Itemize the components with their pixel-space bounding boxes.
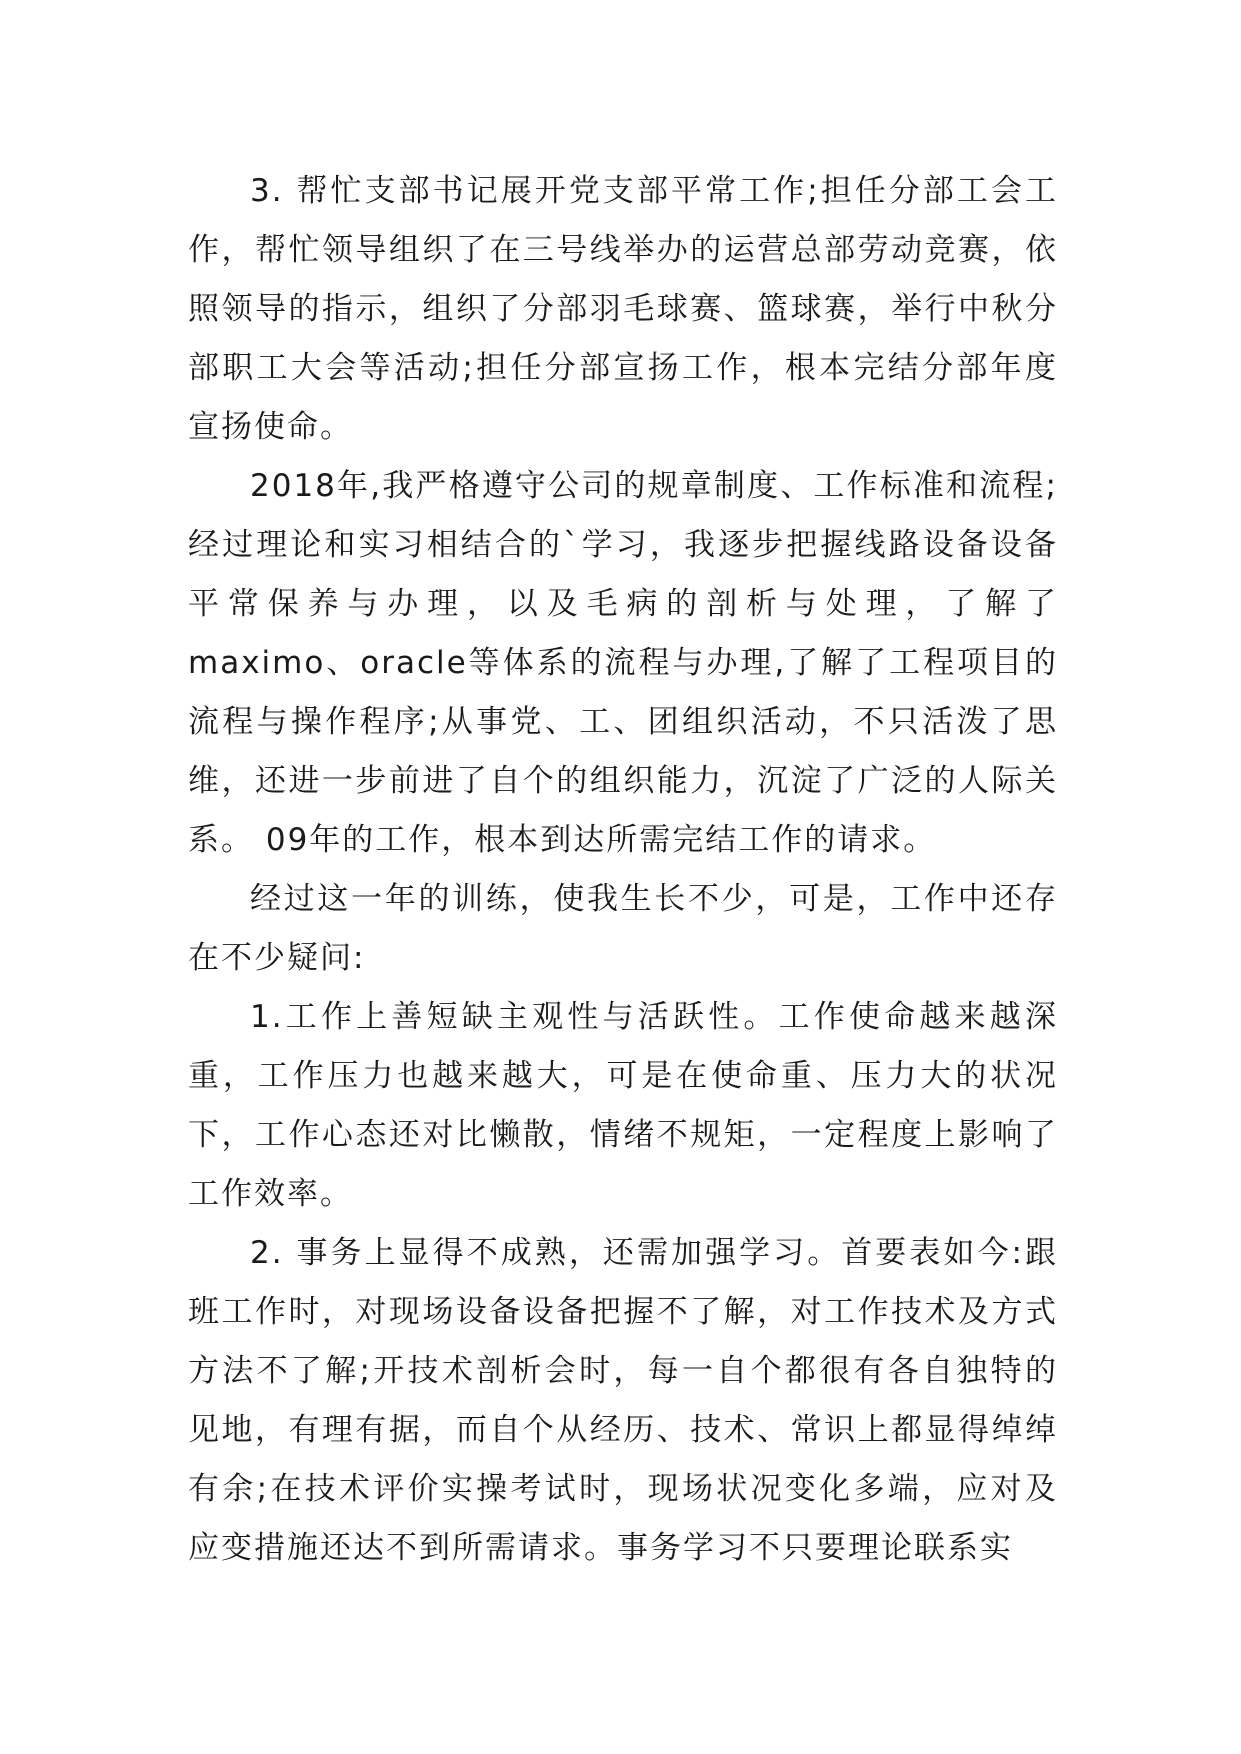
paragraph-party-work: 3. 帮忙支部书记展开党支部平常工作;担任分部工会工作，帮忙领导组织了在三号线举办的运营总部劳动竞赛，依照领导的指示，组织了分部羽毛球赛、篮球赛，举行中秋分部职工大会等活动;担任分部宣扬工作，根本完结分部年度宣扬使命。 (188, 173, 1058, 445)
paragraph-problem-2: 2. 事务上显得不成熟，还需加强学习。首要表如今:跟班工作时，对现场设备设备把握不了解，对工作技术及方式方法不了解;开技术剖析会时，每一自个都很有各自独特的见地，有理有据，而自个从经历、技术、常识上都显得绰绰有余;在技术评价实操考试时，现场状况变化多端，应对及应变措施还达不到所需请求。事务学习不只要理论联系实 (188, 1235, 1058, 1566)
paragraph-problems-intro: 经过这一年的训练，使我生长不少，可是，工作中还存在不少疑问: (188, 881, 1058, 976)
paragraph-problem-1: 1.工作上善短缺主观性与活跃性。工作使命越来越深重，工作压力也越来越大，可是在使命重、压力大的状况下，工作心态还对比懒散，情绪不规矩，一定程度上影响了工作效率。 (188, 999, 1058, 1212)
paragraph-2018-summary: 2018年,我严格遵守公司的规章制度、工作标准和流程;经过理论和实习相结合的`学习，我逐步把握线路设备设备平常保养与办理，以及毛病的剖析与处理，了解了maximo、oracle等体系的流程与办理,了解了工程项目的流程与操作程序;从事党、工、团组织活动，不只活泼了思维，还进一步前进了自个的组织能力，沉淀了广泛的人际关系。 09年的工作，根本到达所需完结工作的请求。 (188, 468, 1058, 858)
document-body (188, 162, 1058, 1578)
